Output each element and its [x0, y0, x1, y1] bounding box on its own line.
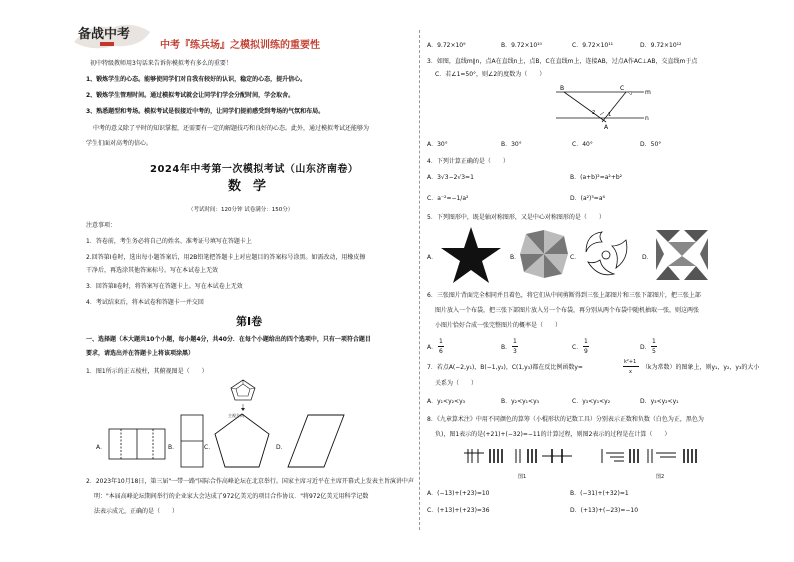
q7-option-c: C．y₃<y₁<y₂: [572, 398, 611, 405]
q5-option-c: C．: [570, 254, 581, 261]
q6-option-b-prefix: B．: [501, 344, 512, 351]
q2-line3: 法表示成元，正确的是（ ）: [94, 508, 179, 515]
q2-option-a: A．9.72×10⁹: [427, 42, 466, 49]
q3-label-b: B: [560, 85, 565, 92]
q4-option-a: A．3√3−2√3=1: [427, 174, 474, 181]
q5-option-d-tangram: [654, 228, 710, 286]
intro-item-1: 1、锻炼学生的心态。能够使同学们对自我有较好的认识，稳定的心态，提升信心。: [86, 76, 307, 83]
q6-option-c-den: 9: [584, 348, 588, 355]
q6-line1: 6．三张图片背面完全相同并且着色，将它们从中间剪断得到三张上部图片和三张下部图片，把三张上部: [427, 292, 701, 299]
q2-line2: 明："本届高峰论坛期间举行的企业家大会达成了972亿美元的项目合作协议．"将972亿美元用科学记数: [94, 493, 369, 500]
q1-option-d-figure: [286, 413, 346, 473]
headline: 中考『练兵场』之模拟训练的重要性: [160, 40, 320, 51]
q1-stem: 1．图1所示的正五棱柱，其俯视图是（ ）: [86, 368, 208, 375]
q1-option-c: C．: [204, 444, 215, 451]
q7-option-a: A．y₁<y₂<y₃: [427, 398, 466, 405]
q4-stem: 4．下列计算正确的是（ ）: [427, 158, 509, 165]
q6-option-a-prefix: A．: [427, 344, 438, 351]
q8-line2: 负)，图1表示的是(+21)+(−32)=−11的计算过程，则图2表示的过程是在计算（ ）: [435, 431, 671, 438]
q5-option-a: A．: [427, 254, 438, 261]
q3-label-c: C: [620, 85, 625, 92]
q3-option-b: B．30°: [501, 141, 522, 148]
q5-option-b-pinwheel: [518, 228, 570, 284]
notes-title: 注意事项：: [86, 222, 117, 229]
q2-option-b: B．9.72×10¹⁰: [501, 42, 542, 49]
q8-figure-1-label: 图1: [518, 474, 527, 480]
q7-fraction-den: x: [629, 369, 632, 375]
q7-line2: 关系为（ ）: [435, 380, 478, 387]
q6-option-b-den: 3: [513, 348, 517, 355]
q8-figure-2-label: 图2: [656, 474, 665, 480]
q5-option-d: D．: [642, 254, 653, 261]
q5-option-a-star: [440, 226, 502, 288]
q8-option-d: D．(+13)+(−23)=−10: [570, 507, 639, 514]
intro-lead: 初中特级教师用3句话来告诉你模拟考有多么的重要！: [90, 60, 232, 67]
note-2-cont: 干净后，再选涂其他答案标号。写在本试卷上无效: [86, 267, 219, 274]
q6-option-c-bar: [583, 346, 589, 347]
note-4: 4．考试结束后，将本试卷和答题卡一并交回: [86, 299, 204, 306]
q6-line3: 小图片恰好合成一张完整图片的概率是（ ）: [435, 322, 562, 329]
q3-line2: C．若∠1=50°，则∠2的度数为（ ）: [435, 71, 546, 78]
q3-option-a: A．30°: [427, 141, 448, 148]
q1-option-d: D．: [276, 444, 287, 451]
q7-option-b: B．y₂<y₁<y₃: [501, 398, 540, 405]
q6-line2: 图片放入一个布袋，把三张下部图片放入另一个布袋，再分别从两个布袋中随机抽取一张，则这两张: [435, 307, 700, 314]
q4-option-d: D．(a²)³=a⁶: [570, 195, 605, 202]
exam-title: 2024年中考第一次模拟考试（山东济南卷）: [150, 164, 359, 175]
q3-figure: [552, 82, 652, 136]
intro-item-2: 2、锻炼学生管理时间。通过模拟考试就会让同学们学会分配时间，学会取舍。: [86, 92, 295, 99]
q7-line1b: （k为常数）的图象上，则y₁，y₂，y₃的大小: [642, 364, 760, 371]
q8-line1: 8．《九章算术注》中用不同颜色的算筹（小棍形状的记数工具）分别表示正数和负数（白色为正，黑色为: [427, 416, 704, 423]
note-2: 2.回答第Ⅰ卷时，选出每小题答案后，用2B铅笔把答题卡上对应题目的答案标号涂黑。如需改动，用橡皮擦: [86, 254, 366, 261]
section-instruction-1: 一、选择题（本大题共10个小题，每小题4分，共40分．在每个小题给出的四个选项中，只有一项符合题目: [86, 336, 371, 343]
q1-option-a: A．: [96, 444, 107, 451]
exam-info: （考试时间：120分钟 试卷满分：150分）: [188, 207, 294, 213]
note-3: 3．回答第Ⅱ卷时，将答案写在答题卡上。写在本试卷上无效: [86, 283, 243, 290]
column-divider: [419, 30, 420, 530]
q5-option-b: B．: [510, 254, 521, 261]
intro-para-line1: 中考的意义除了平时的知识掌握，还需要有一定的解题技巧和良好的心态。此外，通过模拟考试还能够为: [93, 125, 370, 132]
q6-option-d-bar: [651, 346, 657, 347]
q1-option-a-figure: [108, 413, 168, 473]
q3-label-n: n: [645, 115, 649, 122]
intro-para-line2: 学生们面对高考的信心。: [86, 140, 153, 147]
q3-angle-1: 1: [608, 112, 612, 118]
q3-angle-2: 2: [592, 110, 596, 116]
exam-subject: 数学: [228, 179, 279, 194]
q1-direction-label: 主视方向: [228, 413, 244, 418]
logo-text: 备战中考: [78, 27, 131, 42]
q6-option-c-num: 1: [584, 338, 588, 345]
q6-option-d-prefix: D．: [640, 344, 651, 351]
logo: [70, 18, 155, 52]
note-1: 1．答卷前，考生务必将自己的姓名、准考证号填写在答题卡上: [86, 238, 252, 245]
q7-line1a: 7．若点A(−2,y₁)，B(−1,y₂)，C(1,y₃)都在反比例函数y=: [427, 364, 583, 371]
q6-option-a-bar: [438, 346, 444, 347]
q1-option-b-figure: [180, 413, 208, 473]
q3-option-d: D．50°: [640, 141, 662, 148]
q8-option-a: A．(−13)+(+23)=10: [427, 490, 490, 497]
q7-option-d: D．y₃<y₂<y₁: [640, 398, 679, 405]
q8-figure-1-rods: [462, 443, 582, 477]
q3-option-c: C．40°: [572, 141, 593, 148]
q3-line1: 3．如图，直线m∥n，点A在直线n上，点B，C在直线m上，连接AB，过点A作AC⊥AB，交直线m于点: [427, 58, 698, 65]
q8-figure-2-rods: [600, 443, 720, 477]
q8-option-c: C．(+13)+(+23)=36: [427, 507, 490, 514]
q6-option-a-num: 1: [439, 338, 443, 345]
q7-fraction-num: k²+1: [624, 359, 637, 365]
q1-option-c-figure: [212, 412, 272, 474]
q4-option-c: C．a⁻²=−1/a²: [427, 195, 469, 202]
q6-option-b-num: 1: [513, 338, 517, 345]
q6-option-c-prefix: C．: [572, 344, 583, 351]
q5-option-c-swirl: [580, 228, 634, 284]
q6-option-d-den: 5: [652, 348, 656, 355]
q8-option-b: B．(−31)+(+32)=1: [570, 490, 629, 497]
q2-option-c: C．9.72×10¹¹: [572, 42, 614, 49]
q6-option-b-bar: [512, 346, 518, 347]
q3-label-a: A: [604, 124, 609, 131]
q7-fraction-bar: [623, 366, 639, 367]
q2-line1: 2．2023年10月18日，第三届"一带一路"国际合作高峰论坛在北京举行。国家主席习近平在主席开幕式上发表主旨演讲中声: [86, 478, 414, 485]
q4-option-b: B．(a+b)²=a²+b²: [570, 174, 623, 181]
q6-option-d-num: 1: [652, 338, 656, 345]
q2-option-d: D．9.72×10¹²: [640, 42, 682, 49]
q1-option-b: B．: [168, 444, 179, 451]
q6-option-a-den: 6: [439, 348, 443, 355]
section-heading: 第Ⅰ卷: [236, 315, 263, 328]
q5-stem: 5．下列图形中，既是轴对称图形，又是中心对称图形的是（ ）: [427, 214, 605, 221]
intro-item-3: 3、熟悉题型和考场。模拟考试是很接近中考的，让同学们提前感受到考场的气氛和布局。: [86, 108, 325, 115]
q3-label-m: m: [645, 89, 651, 96]
section-instruction-2: 要求，请选出并在答题卡上将该项涂黑）: [86, 350, 195, 357]
